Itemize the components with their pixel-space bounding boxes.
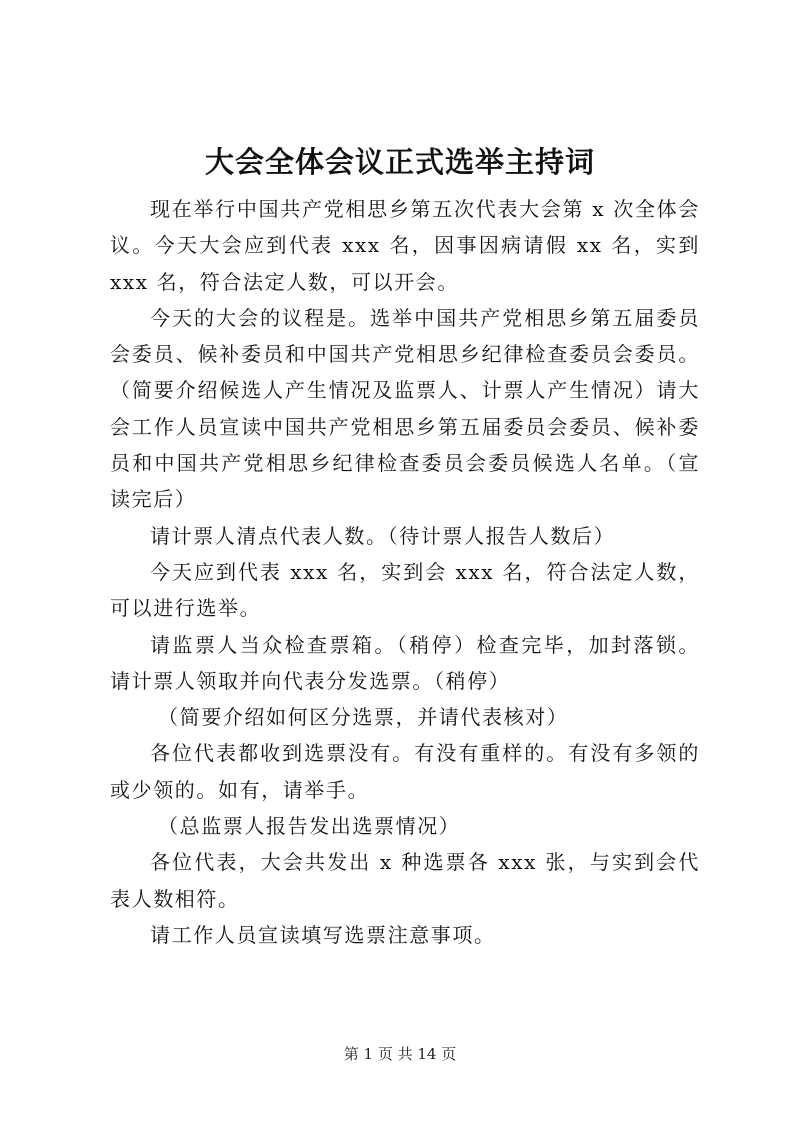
paragraph-notes-reading: 请工作人员宣读填写选票注意事项。 [150,922,496,947]
page-footer: 第 1 页 共 14 页 [343,1045,457,1063]
paragraph-issued-count: 各位代表，大会共发出 x 种选票各 xxx 张，与实到会代表人数相符。 [110,850,700,911]
paragraph-opening: 现在举行中国共产党相思乡第五次代表大会第 x 次全体会议。今天大会应到代表 xxx 名，因事因病请假 xx 名，实到 xxx 名，符合法定人数，可以开会。 [110,197,700,294]
paragraph-agenda: 今天的大会的议程是。选举中国共产党相思乡第五届委员会委员、候补委员和中国共产党相思乡纪律检查委员会委员。（简要介绍候选人产生情况及监票人、计票人产生情况）请大会工作人员宣读中国共产党相思乡第五届委员会委员、候补委员和中国共产党相思乡纪律检查委员会委员候选人名单。（宣读完后） [110,305,700,512]
paragraph-count-request: 请计票人清点代表人数。（待计票人报告人数后） [150,523,616,548]
paragraph-attendance: 今天应到代表 xxx 名，实到会 xxx 名，符合法定人数，可以进行选举。 [110,559,700,621]
paragraph-issued-report: （总监票人报告发出选票情况） [158,814,461,839]
paragraph-ballot-instructions: （简要介绍如何区分选票，并请代表核对） [158,705,569,730]
paragraph-ballot-box: 请监票人当众检查票箱。（稍停）检查完毕，加封落锁。请计票人领取并向代表分发选票。（稍停） [110,632,700,693]
document-title: 大会全体会议正式选举主持词 [204,145,595,179]
paragraph-ballot-check: 各位代表都收到选票没有。有没有重样的。有没有多领的或少领的。如有，请举手。 [110,741,700,802]
document-body [110,191,700,953]
